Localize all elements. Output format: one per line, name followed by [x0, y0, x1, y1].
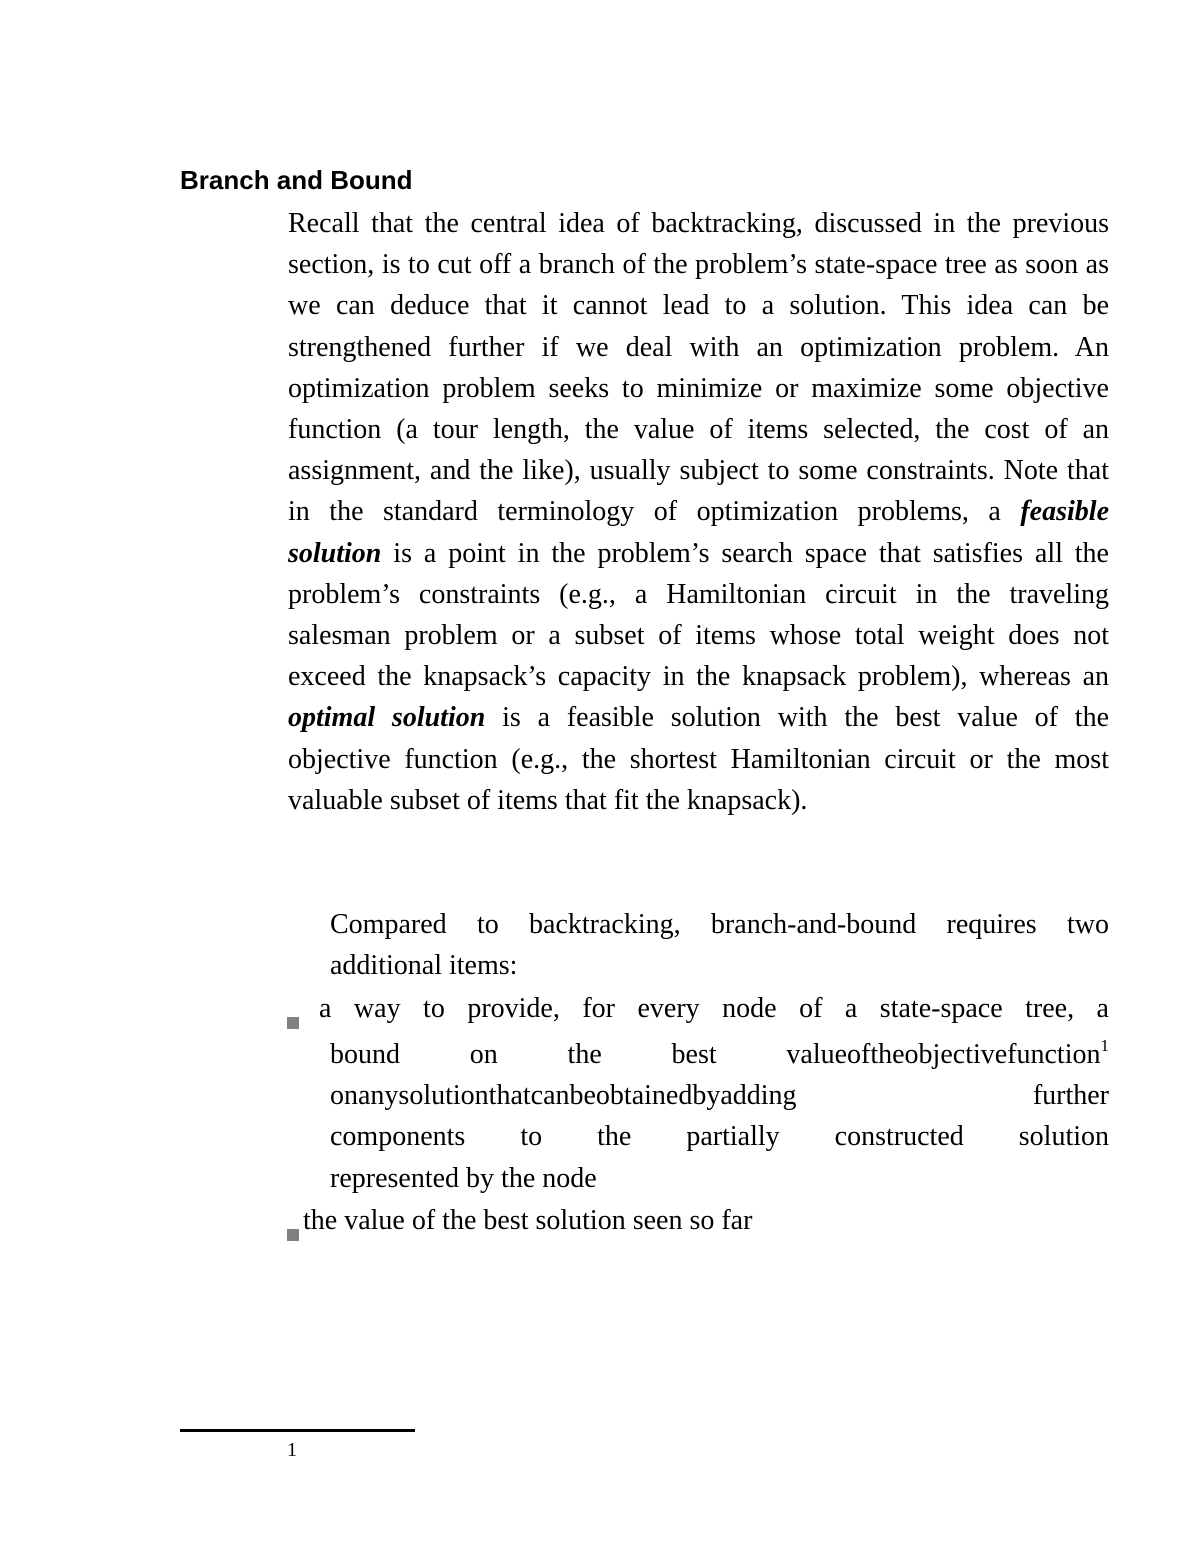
paragraph-text: Recall that the central idea of backtracking, discussed in the previous section, is to cut off a branch of the problem’s state-space tree as soon as we can deduce that it cannot lead to a solution. This idea can be strengthened further if we deal with an optimization problem. An optimization problem seeks to minimize or maximize some objective function (a tour length, the value of items selected, the cost of an assignment, and the like), usually subject to some constraints. Note that in the standard terminology of optimization problems, a [288, 208, 1109, 528]
paragraph-text: is a feasible solution with the best value of the objective function (e.g., the shortest Hamiltonian circuit or the most valuable subset of items that fit the knapsack). [288, 702, 1110, 816]
paragraph-text: is a point in the problem’s search space that satisfies all the problem’s constraints (e.g., a Hamiltonian circuit in the traveling salesman problem or a subset of items whose total weight does not exceed the knapsack’s capacity in the knapsack problem), whereas an [288, 537, 1109, 693]
bullet-item-1-line: represented by the node [330, 1162, 597, 1194]
section-heading: Branch and Bound [180, 165, 413, 195]
footnote-number: 1 [287, 1439, 297, 1461]
bullet-item-1 [330, 1034, 1109, 1199]
footnote-separator [180, 1429, 415, 1432]
bullet-item-2: the value of the best solution seen so far [303, 1205, 753, 1236]
footnote-reference[interactable]: 1 [1100, 1036, 1109, 1055]
intro-paragraph [288, 203, 1109, 821]
bullet-item-1-line [330, 1034, 1109, 1075]
bullet-item-1-first-line: a way to provide, for every node of a state-space tree, a [319, 993, 1109, 1024]
term-feasible-solution: feasible solution [288, 496, 1109, 569]
term-optimal-solution: optimal solution [288, 702, 486, 734]
comparison-paragraph: Compared to backtracking, branch-and-bound requires two additional items: [330, 909, 1109, 982]
bullet-text: bound on the best valueoftheobjectivefunction [330, 1039, 1101, 1070]
square-bullet-icon [287, 1229, 299, 1241]
bullet-item-1-line: components to the partially constructed solution [330, 1121, 1109, 1153]
bullet-item-1-line: onanysolutionthatcanbeobtainedbyadding further [330, 1080, 1109, 1112]
square-bullet-icon [287, 1017, 299, 1029]
